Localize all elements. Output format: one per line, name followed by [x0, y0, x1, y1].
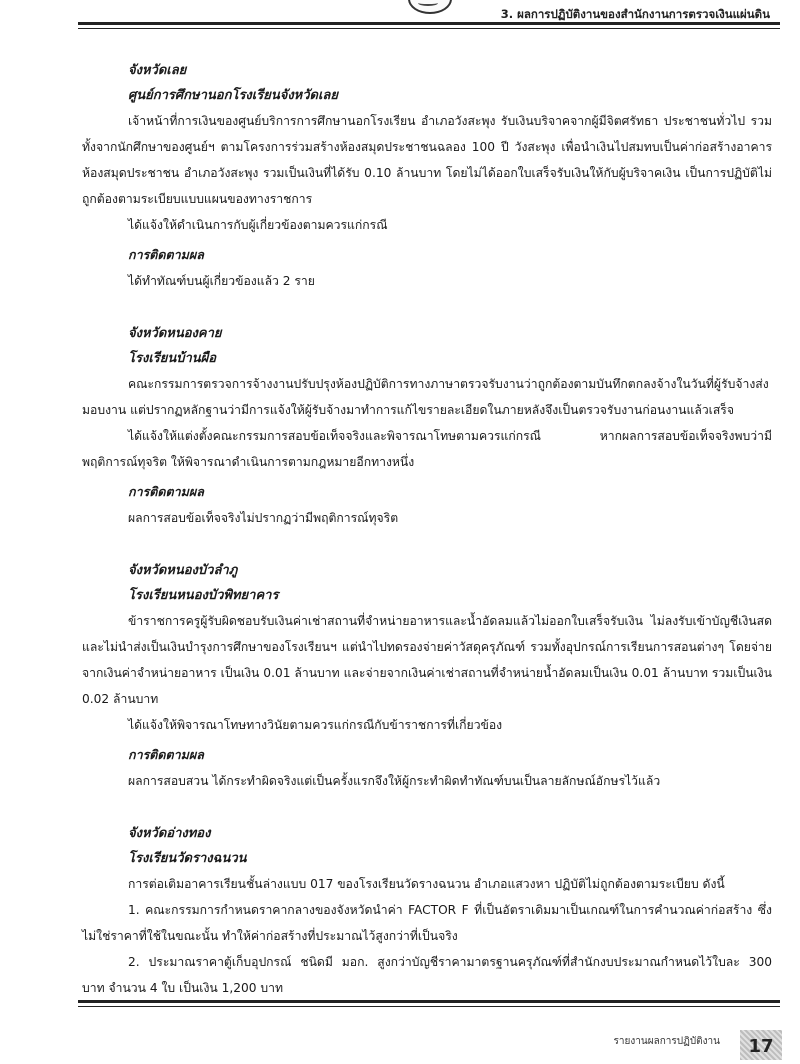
finding-paragraph: การต่อเติมอาคารเรียนชั้นล่างแบบ 017 ของโรงเรียนวัดรางฉนวน อำเภอแสวงหา ปฏิบัติไม่ถูกต้องตามระเบียบ ดังนี้ [128, 877, 725, 891]
school-heading: โรงเรียนวัดรางฉนวน [128, 851, 247, 866]
finding-paragraph: คณะกรรมการตรวจการจ้างงานปรับปรุงห้องปฏิบัติการทางภาษาตรวจรับงานว่าถูกต้องตามบันทึกตกลงจ้างในวันที่ผู้รับจ้างส่งมอบงาน แต่ปรากฏหลักฐานว่ามีการแจ้งให้ผู้รับจ้างมาทำการแก้ไขรายละเอียดในภายหลังจึงเป็นตรวจรับงานก่อนงานแล้วเสร็จ [82, 377, 769, 417]
finding-item: 1. คณะกรรมการกำหนดราคากลางของจังหวัดนำค่า FACTOR F ที่เป็นอัตราเดิมมาเป็นเกณฑ์ในการคำนวณค่าก่อสร้าง ซึ่งไม่ใช่ราคาที่ใช้ในขณะนั้น ทำให้ค่าก่อสร้างที่ประมาณไว้สูงกว่าที่เป็นจริง [82, 903, 772, 943]
section-nong-bua-lam-phu [82, 558, 772, 794]
followup-text: ได้ทำทัณฑ์บนผู้เกี่ยวข้องแล้ว 2 ราย [128, 274, 315, 288]
followup-heading: การติดตามผล [128, 747, 204, 762]
footer-rule-thin [78, 1006, 780, 1007]
footer-rule [78, 1000, 780, 1003]
header-rule [78, 22, 780, 25]
finding-item: 2. ประมาณราคาตู้เก็บอุปกรณ์ ชนิดมี มอก. สูงกว่าบัญชีราคามาตรฐานครุภัณฑ์ที่สำนักงบประมาณกำหนดไว้ใบละ 300 บาท จำนวน 4 ใบ เป็นเงิน 1,200 บาท [82, 955, 772, 995]
page-number: 17 [740, 1030, 782, 1060]
finding-paragraph: ข้าราชการครูผู้รับผิดชอบรับเงินค่าเช่าสถานที่จำหน่ายอาหารและน้ำอัดลมแล้วไม่ออกใบเสร็จรับเงิน ไม่ลงรับเข้าบัญชีเงินสดและไม่นำส่งเป็นเงินบำรุงการศึกษาของโรงเรียนฯ แต่นำไปทดรองจ่ายค่าวัสดุครุภัณฑ์ รวมทั้งอุปกรณ์การเรียนการสอนต่างๆ โดยจ่ายจากเงินค่าจำหน่ายอาหาร เป็นเงิน 0.01 ล้านบาท และจ่ายจากเงินค่าเช่าสถานที่จำหน่ายน้ำอัดลมเป็นเงิน 0.01 ล้านบาท รวมเป็นเงิน 0.02 ล้านบาท [82, 614, 772, 706]
content [82, 58, 772, 1028]
section-loei [82, 58, 772, 294]
followup-text: ผลการสอบข้อเท็จจริงไม่ปรากฏว่ามีพฤติการณ์ทุจริต [128, 511, 399, 525]
emblem-logo-icon [408, 0, 452, 14]
school-heading: โรงเรียนหนองบัวพิทยาคาร [128, 588, 279, 603]
followup-heading: การติดตามผล [128, 484, 204, 499]
province-heading: จังหวัดหนองบัวลำภู [128, 563, 238, 578]
followup-text: ผลการสอบสวน ได้กระทำผิดจริงแต่เป็นครั้งแรกจึงให้ผู้กระทำผิดทำทัณฑ์บนเป็นลายลักษณ์อักษรไว้แล้ว [128, 774, 661, 788]
followup-heading: การติดตามผล [128, 247, 204, 262]
header-title: 3. ผลการปฏิบัติงานของสำนักงานการตรวจเงินแผ่นดิน [500, 7, 770, 21]
action-paragraph: ได้แจ้งให้ดำเนินการกับผู้เกี่ยวข้องตามควรแก่กรณี [128, 218, 388, 232]
school-heading: โรงเรียนบ้านผือ [128, 351, 217, 366]
province-heading: จังหวัดเลย [128, 63, 187, 78]
action-paragraph: ได้แจ้งให้แต่งตั้งคณะกรรมการสอบข้อเท็จจริงและพิจารณาโทษตามควรแก่กรณี หากผลการสอบข้อเท็จจริงพบว่ามีพฤติการณ์ทุจริต ให้พิจารณาดำเนินการตามกฎหมายอีกทางหนึ่ง [82, 429, 772, 469]
footer-report-label: รายงานผลการปฏิบัติงาน [613, 1036, 720, 1047]
header-rule-thin [78, 28, 780, 29]
province-heading: จังหวัดอ่างทอง [128, 826, 211, 841]
section-ang-thong [82, 821, 772, 1001]
province-heading: จังหวัดหนองคาย [128, 326, 222, 341]
section-nong-khai [82, 321, 772, 531]
action-paragraph: ได้แจ้งให้พิจารณาโทษทางวินัยตามควรแก่กรณีกับข้าราชการที่เกี่ยวข้อง [128, 718, 503, 732]
school-heading: ศูนย์การศึกษานอกโรงเรียนจังหวัดเลย [128, 88, 339, 103]
finding-paragraph: เจ้าหน้าที่การเงินของศูนย์บริการการศึกษานอกโรงเรียน อำเภอวังสะพุง รับเงินบริจาคจากผู้มีจิตศรัทธา ประชาชนทั่วไป รวมทั้งจากนักศึกษาของศูนย์ฯ ตามโครงการร่วมสร้างห้องสมุดประชาชนฉลอง 100 ปี วังสะพุง เพื่อนำเงินไปสมทบเป็นค่าก่อสร้างอาคารห้องสมุดประชาชน อำเภอวังสะพุง รวมเป็นเงินที่ได้รับ 0.10 ล้านบาท โดยไม่ได้ออกใบเสร็จรับเงินให้กับผู้บริจาคเงิน เป็นการปฏิบัติไม่ถูกต้องตามระเบียบแบบแผนของทางราชการ [82, 114, 772, 206]
